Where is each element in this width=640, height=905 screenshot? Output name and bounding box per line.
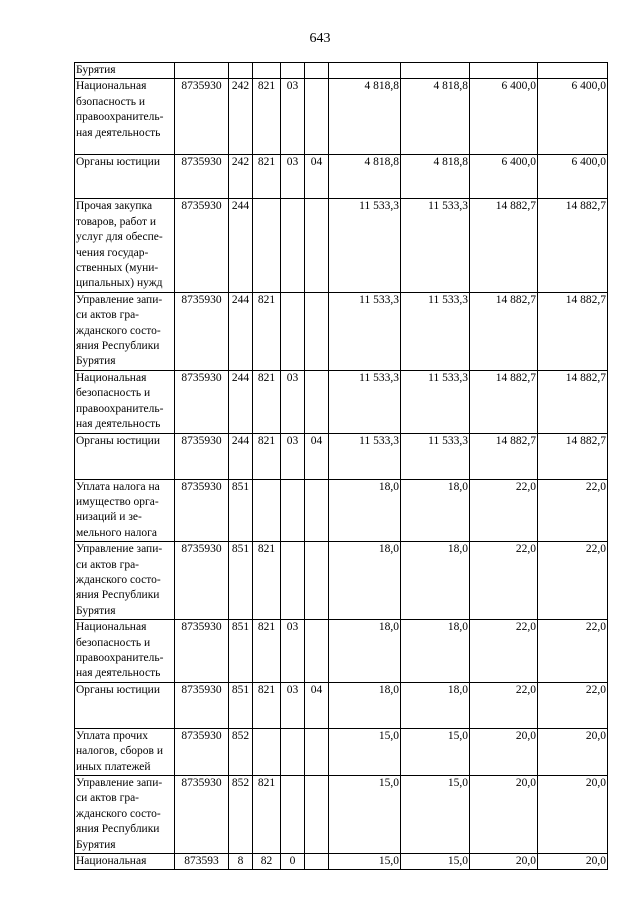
table-row: [75, 854, 608, 870]
row-name-cell: Органы юстиции: [75, 682, 175, 728]
subsection-cell: 04: [305, 433, 329, 479]
amount-4-cell: 14 882,7: [538, 370, 608, 433]
amount-3-cell: 14 882,7: [470, 199, 538, 292]
section-cell: [281, 776, 305, 854]
amount-4-cell: 14 882,7: [538, 292, 608, 370]
subsection-cell: [305, 370, 329, 433]
target-article-cell: 8735930: [175, 370, 229, 433]
subsection-cell: [305, 63, 329, 79]
amount-2-cell: 18,0: [401, 479, 470, 542]
expense-type-cell: 852: [229, 728, 253, 775]
table-row: [75, 776, 608, 854]
ministry-code-cell: 821: [253, 370, 281, 433]
expense-type-cell: [229, 63, 253, 79]
amount-4-cell: 6 400,0: [538, 155, 608, 199]
amount-3-cell: 22,0: [470, 620, 538, 683]
subsection-cell: [305, 479, 329, 542]
amount-4-cell: [538, 63, 608, 79]
table-row: [75, 292, 608, 370]
table-row: [75, 542, 608, 620]
ministry-code-cell: [253, 479, 281, 542]
ministry-code-cell: 821: [253, 776, 281, 854]
amount-3-cell: 22,0: [470, 479, 538, 542]
expense-type-cell: 244: [229, 199, 253, 292]
amount-4-cell: 22,0: [538, 542, 608, 620]
row-name-cell: Управление запи-си актов гра-жданского состо-яния Республики Бурятия: [75, 542, 175, 620]
budget-table: [74, 62, 608, 870]
section-cell: 03: [281, 370, 305, 433]
ministry-code-cell: 821: [253, 292, 281, 370]
amount-2-cell: 11 533,3: [401, 433, 470, 479]
section-cell: 0: [281, 854, 305, 870]
table-row: [75, 199, 608, 292]
ministry-code-cell: 821: [253, 620, 281, 683]
amount-2-cell: 11 533,3: [401, 199, 470, 292]
amount-2-cell: 18,0: [401, 682, 470, 728]
amount-3-cell: 6 400,0: [470, 155, 538, 199]
amount-1-cell: 18,0: [329, 682, 401, 728]
section-cell: [281, 63, 305, 79]
amount-2-cell: 4 818,8: [401, 79, 470, 155]
amount-4-cell: 22,0: [538, 479, 608, 542]
section-cell: 03: [281, 155, 305, 199]
row-name-cell: Национальная безопасность и правоохранитель-ная деятельность: [75, 620, 175, 683]
expense-type-cell: 244: [229, 370, 253, 433]
expense-type-cell: 244: [229, 433, 253, 479]
amount-1-cell: 15,0: [329, 854, 401, 870]
row-name-cell: Национальная: [75, 854, 175, 870]
target-article-cell: 8735930: [175, 199, 229, 292]
amount-1-cell: 11 533,3: [329, 199, 401, 292]
amount-1-cell: 18,0: [329, 542, 401, 620]
ministry-code-cell: 82: [253, 854, 281, 870]
subsection-cell: 04: [305, 155, 329, 199]
amount-4-cell: 20,0: [538, 728, 608, 775]
expense-type-cell: 851: [229, 542, 253, 620]
amount-2-cell: 15,0: [401, 776, 470, 854]
section-cell: 03: [281, 433, 305, 479]
expense-type-cell: 852: [229, 776, 253, 854]
amount-4-cell: 20,0: [538, 776, 608, 854]
amount-1-cell: 15,0: [329, 728, 401, 775]
target-article-cell: 8735930: [175, 542, 229, 620]
amount-4-cell: 22,0: [538, 620, 608, 683]
amount-2-cell: 18,0: [401, 542, 470, 620]
expense-type-cell: 8: [229, 854, 253, 870]
amount-3-cell: 14 882,7: [470, 292, 538, 370]
row-name-cell: Управление запи-си актов гра-жданского состо-яния Республики Бурятия: [75, 292, 175, 370]
target-article-cell: 8735930: [175, 479, 229, 542]
row-name-cell: Национальная бзопасность и правоохранитель-ная деятельность: [75, 79, 175, 155]
amount-3-cell: 20,0: [470, 728, 538, 775]
amount-1-cell: 11 533,3: [329, 433, 401, 479]
amount-3-cell: [470, 63, 538, 79]
expense-type-cell: 851: [229, 479, 253, 542]
subsection-cell: [305, 292, 329, 370]
row-name-cell: Органы юстиции: [75, 433, 175, 479]
amount-3-cell: 20,0: [470, 854, 538, 870]
section-cell: 03: [281, 620, 305, 683]
amount-4-cell: 6 400,0: [538, 79, 608, 155]
amount-1-cell: 4 818,8: [329, 155, 401, 199]
table-body: [75, 63, 608, 870]
amount-1-cell: 11 533,3: [329, 292, 401, 370]
section-cell: 03: [281, 79, 305, 155]
table-row: [75, 620, 608, 683]
section-cell: [281, 292, 305, 370]
section-cell: [281, 728, 305, 775]
amount-1-cell: 18,0: [329, 620, 401, 683]
row-name-cell: Органы юстиции: [75, 155, 175, 199]
target-article-cell: 8735930: [175, 620, 229, 683]
amount-2-cell: 18,0: [401, 620, 470, 683]
subsection-cell: [305, 79, 329, 155]
amount-1-cell: 4 818,8: [329, 79, 401, 155]
table-row: [75, 682, 608, 728]
subsection-cell: 04: [305, 682, 329, 728]
target-article-cell: 8735930: [175, 79, 229, 155]
row-name-cell: Управление запи-си актов гра-жданского состо-яния Республики Бурятия: [75, 776, 175, 854]
table-row: [75, 728, 608, 775]
expense-type-cell: 242: [229, 155, 253, 199]
ministry-code-cell: 821: [253, 542, 281, 620]
target-article-cell: 8735930: [175, 728, 229, 775]
section-cell: [281, 479, 305, 542]
expense-type-cell: 242: [229, 79, 253, 155]
subsection-cell: [305, 199, 329, 292]
row-name-cell: Прочая закупка товаров, работ и услуг для обеспе-чения государ-ственных (муни-ципальных) нужд: [75, 199, 175, 292]
amount-2-cell: [401, 63, 470, 79]
target-article-cell: 8735930: [175, 776, 229, 854]
table-row: [75, 155, 608, 199]
amount-1-cell: 18,0: [329, 479, 401, 542]
ministry-code-cell: [253, 728, 281, 775]
amount-4-cell: 22,0: [538, 682, 608, 728]
amount-3-cell: 6 400,0: [470, 79, 538, 155]
target-article-cell: 873593: [175, 854, 229, 870]
target-article-cell: 8735930: [175, 155, 229, 199]
page-number: 643: [309, 31, 331, 46]
row-name-cell: Уплата прочих налогов, сборов и иных платежей: [75, 728, 175, 775]
amount-2-cell: 4 818,8: [401, 155, 470, 199]
ministry-code-cell: [253, 63, 281, 79]
target-article-cell: [175, 63, 229, 79]
amount-1-cell: 11 533,3: [329, 370, 401, 433]
ministry-code-cell: [253, 199, 281, 292]
amount-3-cell: 22,0: [470, 682, 538, 728]
table-row: [75, 479, 608, 542]
target-article-cell: 8735930: [175, 682, 229, 728]
ministry-code-cell: 821: [253, 433, 281, 479]
expense-type-cell: 244: [229, 292, 253, 370]
amount-4-cell: 14 882,7: [538, 433, 608, 479]
subsection-cell: [305, 776, 329, 854]
table-row: [75, 370, 608, 433]
table-row: [75, 63, 608, 79]
amount-3-cell: 20,0: [470, 776, 538, 854]
expense-type-cell: 851: [229, 620, 253, 683]
amount-1-cell: 15,0: [329, 776, 401, 854]
amount-2-cell: 11 533,3: [401, 292, 470, 370]
section-cell: [281, 542, 305, 620]
subsection-cell: [305, 620, 329, 683]
amount-2-cell: 11 533,3: [401, 370, 470, 433]
table-row: [75, 433, 608, 479]
ministry-code-cell: 821: [253, 79, 281, 155]
amount-3-cell: 14 882,7: [470, 370, 538, 433]
section-cell: [281, 199, 305, 292]
row-name-cell: Бурятия: [75, 63, 175, 79]
amount-3-cell: 14 882,7: [470, 433, 538, 479]
table-row: [75, 79, 608, 155]
section-cell: 03: [281, 682, 305, 728]
target-article-cell: 8735930: [175, 292, 229, 370]
amount-4-cell: 20,0: [538, 854, 608, 870]
amount-2-cell: 15,0: [401, 728, 470, 775]
target-article-cell: 8735930: [175, 433, 229, 479]
amount-3-cell: 22,0: [470, 542, 538, 620]
expense-type-cell: 851: [229, 682, 253, 728]
amount-2-cell: 15,0: [401, 854, 470, 870]
subsection-cell: [305, 728, 329, 775]
subsection-cell: [305, 542, 329, 620]
ministry-code-cell: 821: [253, 682, 281, 728]
subsection-cell: [305, 854, 329, 870]
row-name-cell: Национальная безопасность и правоохранитель-ная деятельность: [75, 370, 175, 433]
ministry-code-cell: 821: [253, 155, 281, 199]
amount-4-cell: 14 882,7: [538, 199, 608, 292]
row-name-cell: Уплата налога на имущество орга-низаций и зе-мельного налога: [75, 479, 175, 542]
amount-1-cell: [329, 63, 401, 79]
